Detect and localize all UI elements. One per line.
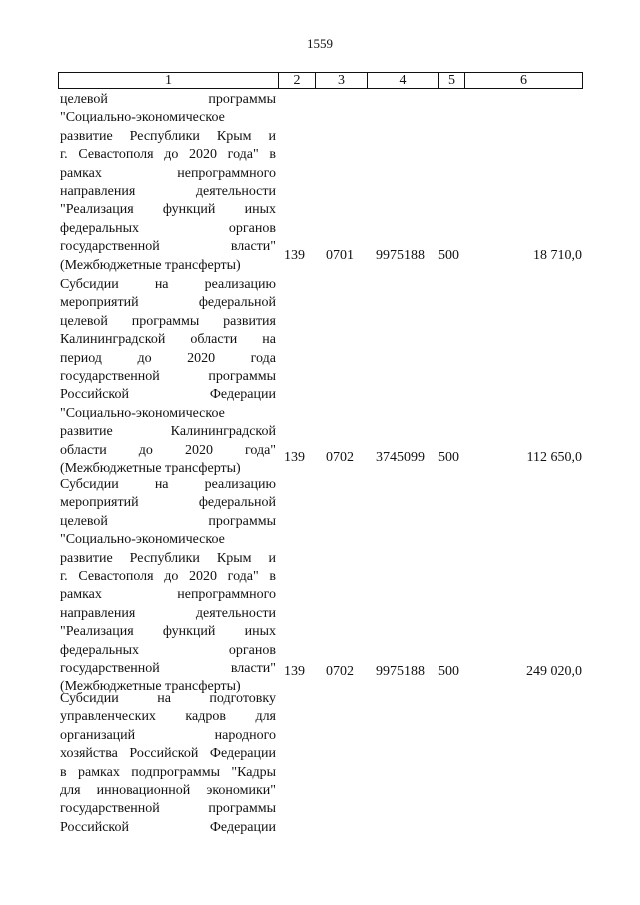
description-line: (Межбюджетные трансферты) — [60, 257, 241, 273]
description-line: целевой программы развития — [60, 313, 276, 329]
description-line: направления деятельности — [60, 605, 276, 621]
description-line: Российской Федерации — [60, 387, 276, 403]
cell-expense-type: 500 — [438, 450, 459, 465]
description-line: государственной власти" — [60, 239, 276, 255]
description-line: Субсидии на подготовку — [60, 691, 276, 706]
cell-section-code: 0701 — [326, 248, 354, 263]
description-line: г. Севастополя до 2020 года" в — [60, 147, 276, 163]
description-line: хозяйства Российской Федерации — [60, 746, 276, 762]
description-line: федеральных органов — [60, 220, 276, 236]
description-line: организаций народного — [60, 727, 276, 743]
description-line: направления деятельности — [60, 183, 276, 199]
description-line: управленческих кадров для — [60, 709, 276, 725]
cell-expense-type: 500 — [438, 664, 459, 679]
cell-expense-type: 500 — [438, 248, 459, 263]
row-description — [60, 91, 276, 275]
description-line: мероприятий федеральной — [60, 295, 276, 311]
cell-amount: 249 020,0 — [526, 664, 582, 679]
header-col-3: 3 — [316, 73, 368, 88]
cell-ministry-code: 139 — [284, 248, 305, 263]
description-line: "Реализация функций иных — [60, 624, 276, 640]
description-line: развитие Калининградской — [60, 424, 276, 440]
table-header — [58, 72, 583, 89]
description-line: в рамках подпрограммы "Кадры — [60, 764, 276, 780]
description-line: государственной власти" — [60, 660, 276, 676]
cell-ministry-code: 139 — [284, 450, 305, 465]
cell-amount: 18 710,0 — [533, 248, 582, 263]
description-line: государственной программы — [60, 368, 276, 384]
description-line: рамках непрограммного — [60, 587, 276, 603]
description-line: "Социально-экономическое — [60, 532, 225, 548]
cell-section-code: 0702 — [326, 664, 354, 679]
description-line: целевой программы — [60, 92, 276, 107]
description-line: Калининградской области на — [60, 332, 276, 348]
description-line: рамках непрограммного — [60, 165, 276, 181]
header-col-5: 5 — [439, 73, 465, 88]
description-line: для инновационной экономики" — [60, 782, 276, 798]
cell-target-code: 9975188 — [376, 248, 425, 263]
description-line: "Реализация функций иных — [60, 202, 276, 218]
description-line: Субсидии на реализацию — [60, 477, 276, 492]
header-col-6: 6 — [520, 73, 527, 88]
page-number: 1559 — [307, 36, 333, 51]
description-line: (Межбюджетные трансферты) — [60, 460, 241, 476]
header-col-4: 4 — [368, 73, 439, 88]
description-line: (Межбюджетные трансферты) — [60, 679, 241, 695]
header-col-1: 1 — [59, 73, 279, 88]
description-line: "Социально-экономическое — [60, 405, 225, 421]
description-line: "Социально-экономическое — [60, 110, 225, 126]
cell-amount: 112 650,0 — [526, 450, 582, 465]
cell-section-code: 0702 — [326, 450, 354, 465]
row-description — [60, 276, 276, 478]
description-line: г. Севастополя до 2020 года" в — [60, 568, 276, 584]
description-line: период до 2020 года — [60, 350, 276, 366]
cell-target-code: 9975188 — [376, 664, 425, 679]
cell-target-code: 3745099 — [376, 450, 425, 465]
description-line: развитие Республики Крым и — [60, 128, 276, 144]
description-line: Российской Федерации — [60, 819, 276, 835]
row-description — [60, 690, 276, 837]
description-line: федеральных органов — [60, 642, 276, 658]
description-line: мероприятий федеральной — [60, 495, 276, 511]
description-line: Субсидии на реализацию — [60, 277, 276, 292]
cell-ministry-code: 139 — [284, 664, 305, 679]
description-line: государственной программы — [60, 801, 276, 817]
description-line: области до 2020 года" — [60, 442, 276, 458]
row-description — [60, 476, 276, 697]
description-line: целевой программы — [60, 513, 276, 529]
description-line: развитие Республики Крым и — [60, 550, 276, 566]
header-col-2: 2 — [279, 73, 316, 88]
